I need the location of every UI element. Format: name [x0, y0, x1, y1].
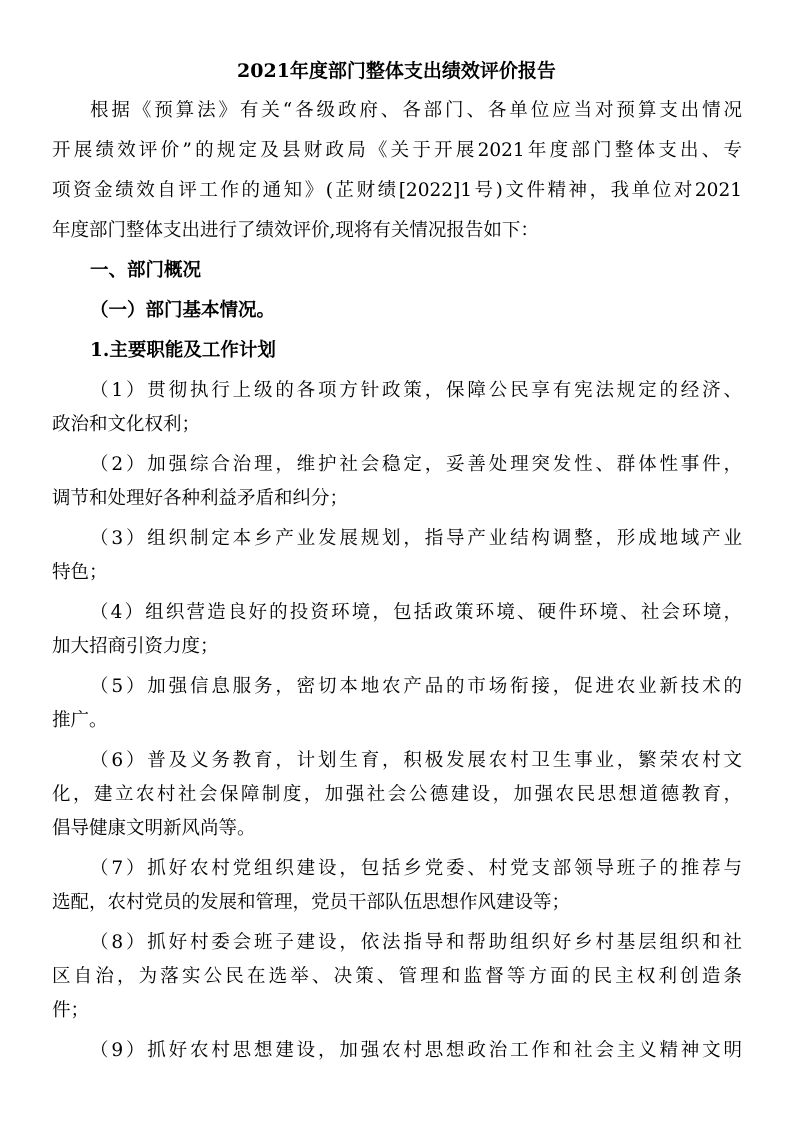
list-item-line: （4）组织营造良好的投资环境，包括政策环境、硬件环境、社会环境， [90, 602, 742, 623]
heading-section-1: 一、部门概况 [90, 260, 202, 281]
list-item-line: （7）抓好农村党组织建设，包括乡党委、村党支部领导班子的推荐与 [90, 858, 742, 879]
list-item-line: 件； [52, 1000, 90, 1021]
list-item-line: （5）加强信息服务，密切本地农产品的市场衔接，促进农业新技术的 [90, 676, 742, 697]
list-item-line: 选配，农村党员的发展和管理，党员干部队伍思想作风建设等； [52, 892, 571, 913]
list-item-line: 特色； [52, 562, 108, 583]
intro-line-1: 根据《预算法》有关“各级政府、各部门、各单位应当对预算支出情况 [90, 100, 742, 121]
list-item-line: 政治和文化权利； [52, 414, 201, 435]
list-item-line: 区自治，为落实公民在选举、决策、管理和监督等方面的民主权利创造条 [52, 966, 742, 987]
list-item-line: （1）贯彻执行上级的各项方针政策，保障公民享有宪法规定的经济、 [90, 380, 742, 401]
list-item-line: （2）加强综合治理，维护社会稳定，妥善处理突发性、群体性事件， [90, 454, 742, 475]
heading-subsection-1: （一）部门基本情况。 [90, 300, 276, 321]
list-item-line: 调节和处理好各种利益矛盾和纠分； [52, 488, 349, 509]
list-item-line: （3）组织制定本乡产业发展规划，指导产业结构调整，形成地域产业 [90, 528, 742, 549]
list-item-line: （9）抓好农村思想建设，加强农村思想政治工作和社会主义精神文明 [90, 1040, 742, 1061]
intro-line-4: 年度部门整体支出进行了绩效评价,现将有关情况报告如下： [52, 220, 539, 241]
list-item-line: 加大招商引资力度； [52, 636, 219, 657]
heading-item-1: 1.主要职能及工作计划 [90, 340, 276, 361]
list-item-line: 推广。 [52, 710, 108, 731]
list-item-line: 化，建立农村社会保障制度，加强社会公德建设，加强农民思想道德教育， [52, 784, 742, 805]
list-item-line: （6）普及义务教育，计划生育，积极发展农村卫生事业，繁荣农村文 [90, 750, 742, 771]
report-title: 2021年度部门整体支出绩效评价报告 [237, 60, 556, 82]
list-item-line: （8）抓好村委会班子建设，依法指导和帮助组织好乡村基层组织和社 [90, 932, 742, 953]
list-item-line: 倡导健康文明新风尚等。 [52, 818, 256, 839]
intro-line-2: 开展绩效评价”的规定及县财政局《关于开展2021年度部门整体支出、专 [52, 140, 742, 161]
intro-line-3: 项资金绩效自评工作的通知》(芷财绩[2022]1号)文件精神，我单位对2021 [52, 180, 742, 201]
